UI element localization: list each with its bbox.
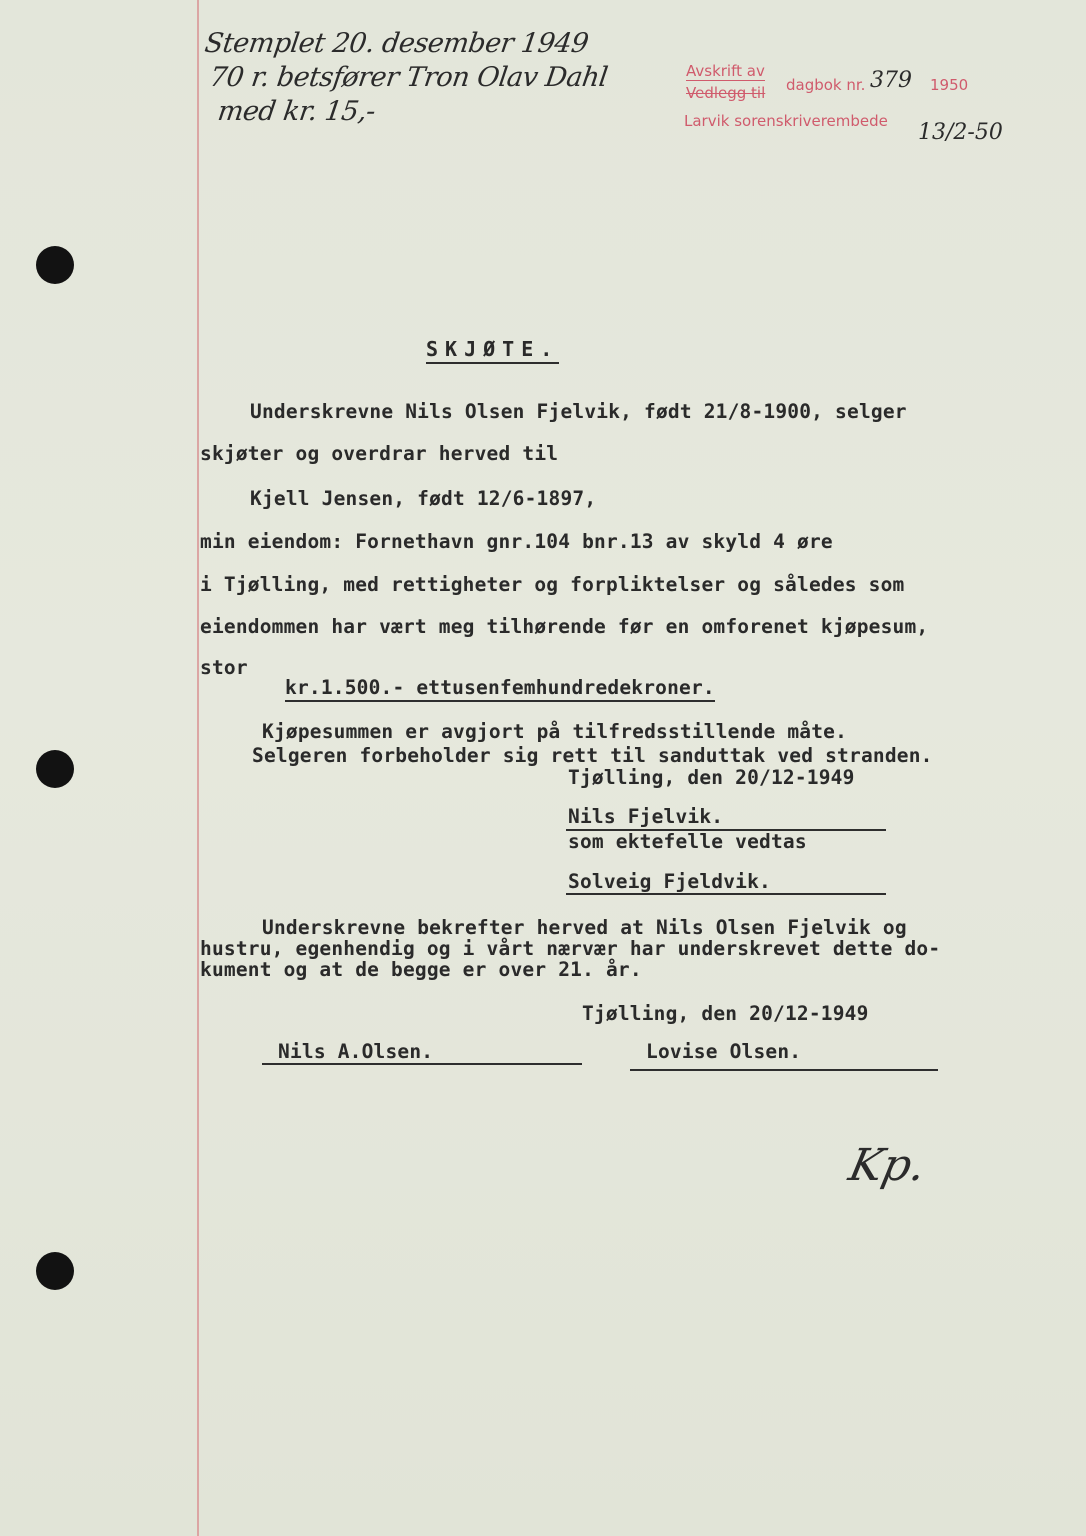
handwritten-note-line1: Stemplet 20. desember 1949 — [202, 28, 591, 59]
stamp-year: 1950 — [930, 76, 969, 94]
stamp-office: Larvik sorenskriverembede — [684, 112, 888, 130]
handwritten-note-line2: 70 r. betsfører Tron Olav Dahl — [207, 62, 610, 93]
body-line-2: skjøter og overdrar herved til — [200, 442, 559, 465]
margin-line — [197, 0, 199, 1536]
witness-signature-right: Lovise Olsen. — [646, 1040, 802, 1063]
spouse-signature: Solveig Fjeldvik. — [568, 870, 771, 893]
punch-hole-bottom — [36, 1252, 74, 1290]
body-line-6: eiendommen har vært meg tilhørende før en omforenet kjøpesum, — [200, 615, 929, 638]
body-line-5: i Tjølling, med rettigheter og forpliktelser og således som — [200, 573, 905, 596]
witness-line-2: hustru, egenhendig og i vårt nærvær har underskrevet dette do- — [200, 937, 941, 960]
signature-line-witness-right — [630, 1069, 938, 1071]
stamp-date: 13/2-50 — [918, 120, 1003, 145]
signature-line-spouse — [566, 893, 886, 895]
handwritten-note-line3: med kr. 15,- — [215, 96, 378, 127]
body-line-1: Underskrevne Nils Olsen Fjelvik, født 21/8-1900, selger — [250, 400, 907, 423]
stamp-avskrift: Avskrift av — [686, 62, 765, 80]
place-date-2: Tjølling, den 20/12-1949 — [582, 1002, 869, 1025]
spouse-note: som ektefelle vedtas — [568, 830, 807, 853]
document-title: SKJØTE. — [426, 337, 559, 364]
body-line-3: Kjell Jensen, født 12/6-1897, — [250, 487, 597, 510]
witness-line-1: Underskrevne bekrefter herved at Nils Olsen Fjelvik og — [262, 916, 907, 939]
place-date-1: Tjølling, den 20/12-1949 — [568, 766, 855, 789]
stamp-dagbok-number: 379 — [870, 68, 912, 93]
stamp-dagbok-label: dagbok nr. — [786, 76, 866, 94]
signature-line-witness-left — [262, 1063, 582, 1065]
witness-signature-left: Nils A.Olsen. — [278, 1040, 434, 1063]
purchase-price: kr.1.500.- ettusenfemhundredekroner. — [285, 676, 715, 702]
stamp-vedlegg: Vedlegg til — [686, 84, 766, 102]
body-line-4: min eiendom: Fornethavn gnr.104 bnr.13 av skyld 4 øre — [200, 530, 833, 553]
witness-line-3: kument og at de begge er over 21. år. — [200, 958, 642, 981]
punch-hole-middle — [36, 750, 74, 788]
body-line-10: Selgeren forbeholder sig rett til sanduttak ved stranden. — [252, 744, 933, 767]
seller-signature: Nils Fjelvik. — [568, 805, 724, 828]
body-line-7: stor — [200, 656, 248, 679]
body-line-9: Kjøpesummen er avgjort på tilfredsstillende måte. — [262, 720, 848, 743]
punch-hole-top — [36, 246, 74, 284]
handwritten-initials: Kp. — [844, 1140, 931, 1191]
